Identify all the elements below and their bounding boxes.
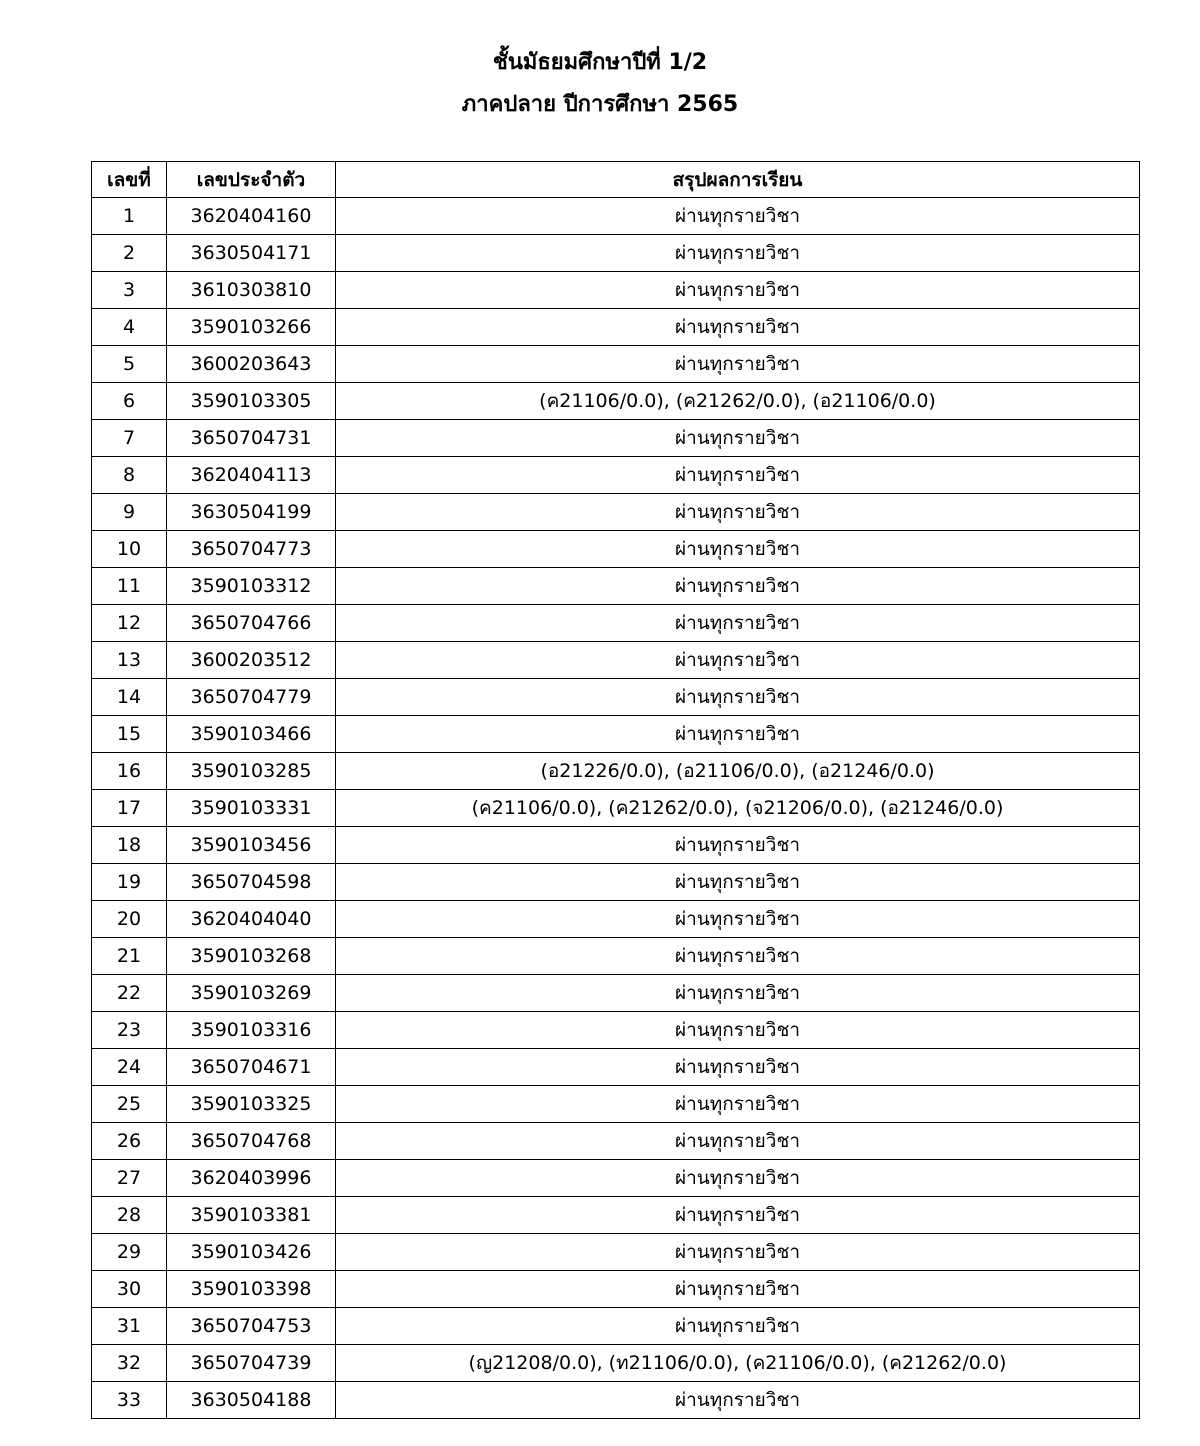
student-id-cell: 3590103316 [167,1012,336,1049]
result-cell: ผ่านทุกรายวิชา [336,1308,1140,1345]
student-id-cell: 3590103268 [167,938,336,975]
page-subtitle: ภาคปลาย ปีการศึกษา 2565 [461,92,739,117]
student-id-cell: 3590103331 [167,790,336,827]
result-cell: ผ่านทุกรายวิชา [336,1049,1140,1086]
table-row [92,272,1140,309]
result-cell: ผ่านทุกรายวิชา [336,605,1140,642]
row-number-cell: 32 [92,1345,167,1382]
table-row [92,901,1140,938]
student-id-cell: 3590103325 [167,1086,336,1123]
row-number-cell: 5 [92,346,167,383]
row-number-cell: 9 [92,494,167,531]
result-cell: ผ่านทุกรายวิชา [336,1086,1140,1123]
student-id-cell: 3650704753 [167,1308,336,1345]
row-number-cell: 21 [92,938,167,975]
table-row [92,494,1140,531]
result-cell: ผ่านทุกรายวิชา [336,938,1140,975]
student-id-cell: 3650704731 [167,420,336,457]
row-number-cell: 25 [92,1086,167,1123]
table-row [92,679,1140,716]
student-id-cell: 3630504188 [167,1382,336,1419]
student-id-cell: 3650704671 [167,1049,336,1086]
result-cell: ผ่านทุกรายวิชา [336,272,1140,309]
student-id-cell: 3630504199 [167,494,336,531]
row-number-cell: 30 [92,1271,167,1308]
table-row [92,1271,1140,1308]
results-table [91,161,1140,1419]
table-row [92,1123,1140,1160]
row-number-cell: 22 [92,975,167,1012]
result-cell: ผ่านทุกรายวิชา [336,420,1140,457]
column-header-number: เลขที่ [92,162,167,198]
student-id-cell: 3620404160 [167,198,336,235]
student-id-cell: 3650704598 [167,864,336,901]
row-number-cell: 24 [92,1049,167,1086]
student-id-cell: 3650704773 [167,531,336,568]
student-id-cell: 3650704779 [167,679,336,716]
result-cell: ผ่านทุกรายวิชา [336,975,1140,1012]
table-row [92,642,1140,679]
table-row [92,457,1140,494]
student-id-cell: 3590103269 [167,975,336,1012]
table-row [92,420,1140,457]
result-cell: ผ่านทุกรายวิชา [336,309,1140,346]
student-id-cell: 3590103426 [167,1234,336,1271]
table-row [92,1012,1140,1049]
row-number-cell: 20 [92,901,167,938]
row-number-cell: 10 [92,531,167,568]
row-number-cell: 15 [92,716,167,753]
result-cell: ผ่านทุกรายวิชา [336,1234,1140,1271]
result-cell: ผ่านทุกรายวิชา [336,1160,1140,1197]
student-id-cell: 3650704739 [167,1345,336,1382]
table-row [92,605,1140,642]
row-number-cell: 1 [92,198,167,235]
student-id-cell: 3590103456 [167,827,336,864]
table-row [92,975,1140,1012]
student-id-cell: 3590103285 [167,753,336,790]
row-number-cell: 8 [92,457,167,494]
result-cell: ผ่านทุกรายวิชา [336,457,1140,494]
table-row [92,716,1140,753]
student-id-cell: 3620404113 [167,457,336,494]
result-cell: ผ่านทุกรายวิชา [336,198,1140,235]
row-number-cell: 7 [92,420,167,457]
row-number-cell: 12 [92,605,167,642]
result-cell: ผ่านทุกรายวิชา [336,346,1140,383]
student-id-cell: 3650704768 [167,1123,336,1160]
row-number-cell: 4 [92,309,167,346]
row-number-cell: 6 [92,383,167,420]
result-cell: ผ่านทุกรายวิชา [336,568,1140,605]
student-id-cell: 3600203512 [167,642,336,679]
student-id-cell: 3590103381 [167,1197,336,1234]
table-row [92,1345,1140,1382]
row-number-cell: 17 [92,790,167,827]
result-cell: ผ่านทุกรายวิชา [336,1197,1140,1234]
row-number-cell: 29 [92,1234,167,1271]
row-number-cell: 3 [92,272,167,309]
row-number-cell: 23 [92,1012,167,1049]
student-id-cell: 3620403996 [167,1160,336,1197]
table-row [92,1049,1140,1086]
student-id-cell: 3610303810 [167,272,336,309]
table-row [92,790,1140,827]
student-id-cell: 3590103266 [167,309,336,346]
student-id-cell: 3630504171 [167,235,336,272]
result-cell: ผ่านทุกรายวิชา [336,864,1140,901]
result-cell: ผ่านทุกรายวิชา [336,679,1140,716]
row-number-cell: 33 [92,1382,167,1419]
table-row [92,346,1140,383]
result-cell: ผ่านทุกรายวิชา [336,901,1140,938]
student-id-cell: 3600203643 [167,346,336,383]
table-row [92,1086,1140,1123]
row-number-cell: 14 [92,679,167,716]
table-row [92,531,1140,568]
row-number-cell: 2 [92,235,167,272]
table-row [92,568,1140,605]
table-header-row [92,162,1140,198]
column-header-result: สรุปผลการเรียน [336,162,1140,198]
student-id-cell: 3590103398 [167,1271,336,1308]
result-cell: ผ่านทุกรายวิชา [336,1123,1140,1160]
student-id-cell: 3650704766 [167,605,336,642]
student-id-cell: 3590103305 [167,383,336,420]
row-number-cell: 27 [92,1160,167,1197]
table-row [92,1234,1140,1271]
table-row [92,938,1140,975]
page-title: ชั้นมัธยมศึกษาปีที่ 1/2 [492,50,708,75]
result-cell: ผ่านทุกรายวิชา [336,716,1140,753]
student-id-cell: 3620404040 [167,901,336,938]
table-row [92,864,1140,901]
table-row [92,1308,1140,1345]
table-row [92,753,1140,790]
student-id-cell: 3590103466 [167,716,336,753]
table-row [92,309,1140,346]
row-number-cell: 16 [92,753,167,790]
result-cell: ผ่านทุกรายวิชา [336,1382,1140,1419]
table-row [92,1382,1140,1419]
table-row [92,1197,1140,1234]
result-cell: (ญ21208/0.0), (ท21106/0.0), (ค21106/0.0), (ค21262/0.0) [336,1345,1140,1382]
result-cell: ผ่านทุกรายวิชา [336,1012,1140,1049]
column-header-student-id: เลขประจำตัว [167,162,336,198]
result-cell: (ค21106/0.0), (ค21262/0.0), (อ21106/0.0) [336,383,1140,420]
row-number-cell: 18 [92,827,167,864]
row-number-cell: 11 [92,568,167,605]
result-cell: (ค21106/0.0), (ค21262/0.0), (จ21206/0.0), (อ21246/0.0) [336,790,1140,827]
result-cell: ผ่านทุกรายวิชา [336,494,1140,531]
result-cell: ผ่านทุกรายวิชา [336,235,1140,272]
row-number-cell: 31 [92,1308,167,1345]
row-number-cell: 19 [92,864,167,901]
table-row [92,1160,1140,1197]
result-cell: ผ่านทุกรายวิชา [336,1271,1140,1308]
row-number-cell: 26 [92,1123,167,1160]
result-cell: ผ่านทุกรายวิชา [336,827,1140,864]
result-cell: ผ่านทุกรายวิชา [336,531,1140,568]
result-cell: (อ21226/0.0), (อ21106/0.0), (อ21246/0.0) [336,753,1140,790]
table-row [92,235,1140,272]
table-row [92,827,1140,864]
student-id-cell: 3590103312 [167,568,336,605]
table-body [92,198,1140,1419]
table-row [92,383,1140,420]
table-row [92,198,1140,235]
row-number-cell: 28 [92,1197,167,1234]
result-cell: ผ่านทุกรายวิชา [336,642,1140,679]
row-number-cell: 13 [92,642,167,679]
